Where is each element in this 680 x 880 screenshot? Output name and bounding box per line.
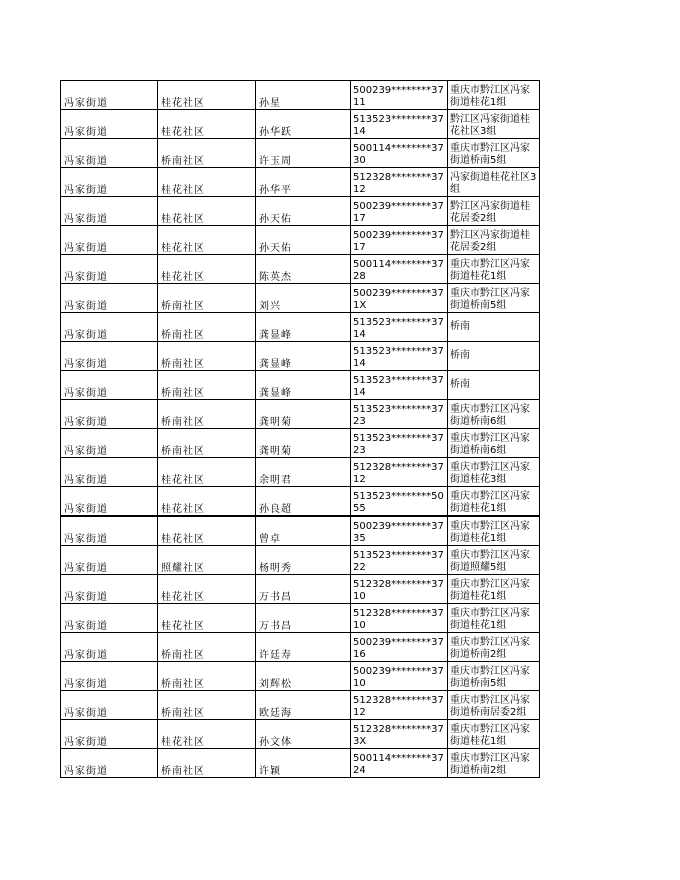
address-cell[interactable]: 重庆市黔江区冯家街道桂花1组	[448, 575, 540, 604]
name-cell[interactable]: 刘辉松	[256, 662, 351, 691]
id-number-cell[interactable]: 512328********3710	[351, 575, 448, 604]
address-cell[interactable]: 桥南	[448, 342, 540, 371]
address-cell[interactable]: 重庆市黔江区冯家街道桂花1组	[448, 516, 540, 546]
street-cell[interactable]: 冯家街道	[61, 749, 158, 778]
community-cell[interactable]: 桂花社区	[158, 168, 256, 197]
table-row	[61, 342, 540, 371]
table-row	[61, 81, 540, 110]
street-cell[interactable]: 冯家街道	[61, 546, 158, 575]
id-number-cell[interactable]: 512328********373X	[351, 720, 448, 749]
community-cell[interactable]: 桥南社区	[158, 284, 256, 313]
community-cell[interactable]: 桂花社区	[158, 720, 256, 749]
name-cell[interactable]: 龚显峰	[256, 313, 351, 342]
table-row	[61, 662, 540, 691]
street-cell[interactable]: 冯家街道	[61, 487, 158, 517]
id-number-cell[interactable]: 500239********3711	[351, 81, 448, 110]
community-cell[interactable]: 桂花社区	[158, 110, 256, 139]
id-number-cell[interactable]: 500239********3735	[351, 516, 448, 546]
id-number-cell[interactable]: 513523********3723	[351, 400, 448, 429]
street-cell[interactable]: 冯家街道	[61, 691, 158, 720]
address-cell[interactable]: 重庆市黔江区冯家街道桂花1组	[448, 487, 540, 517]
table-row	[61, 633, 540, 662]
community-cell[interactable]: 桥南社区	[158, 313, 256, 342]
community-cell[interactable]: 桥南社区	[158, 691, 256, 720]
id-number-cell[interactable]: 513523********3714	[351, 313, 448, 342]
name-cell[interactable]: 龚明菊	[256, 400, 351, 429]
community-cell[interactable]: 桂花社区	[158, 575, 256, 604]
community-cell[interactable]: 桂花社区	[158, 516, 256, 546]
table-row	[61, 400, 540, 429]
id-number-cell[interactable]: 513523********3722	[351, 546, 448, 575]
table-row	[61, 720, 540, 749]
street-cell[interactable]: 冯家街道	[61, 139, 158, 168]
community-cell[interactable]: 桥南社区	[158, 342, 256, 371]
name-cell[interactable]: 刘兴	[256, 284, 351, 313]
table-row	[61, 110, 540, 139]
community-cell[interactable]: 桥南社区	[158, 429, 256, 458]
street-cell[interactable]: 冯家街道	[61, 342, 158, 371]
name-cell[interactable]: 陈英杰	[256, 255, 351, 284]
community-cell[interactable]: 桂花社区	[158, 197, 256, 226]
name-cell[interactable]: 孙华跃	[256, 110, 351, 139]
table-row	[61, 487, 540, 517]
id-number-cell[interactable]: 500114********3724	[351, 749, 448, 778]
table-row	[61, 255, 540, 284]
address-cell[interactable]: 桥南	[448, 313, 540, 342]
records-body	[61, 81, 540, 778]
name-cell[interactable]: 孙华平	[256, 168, 351, 197]
address-cell[interactable]: 重庆市黔江区冯家街道桥南6组	[448, 400, 540, 429]
name-cell[interactable]: 孙文体	[256, 720, 351, 749]
street-cell[interactable]: 冯家街道	[61, 429, 158, 458]
address-cell[interactable]: 重庆市黔江区冯家街道桂花1组	[448, 720, 540, 749]
table-row	[61, 604, 540, 633]
name-cell[interactable]: 万书昌	[256, 604, 351, 633]
name-cell[interactable]: 欧廷海	[256, 691, 351, 720]
address-cell[interactable]: 重庆市黔江区冯家街道桂花1组	[448, 255, 540, 284]
address-cell[interactable]: 重庆市黔江区冯家街道桂花1组	[448, 81, 540, 110]
name-cell[interactable]: 孙天佑	[256, 226, 351, 255]
name-cell[interactable]: 许颖	[256, 749, 351, 778]
id-number-cell[interactable]: 512328********3712	[351, 458, 448, 487]
street-cell[interactable]: 冯家街道	[61, 720, 158, 749]
table-row	[61, 139, 540, 168]
community-cell[interactable]: 桥南社区	[158, 633, 256, 662]
address-cell[interactable]: 冯家街道桂花社区3组	[448, 168, 540, 197]
table-row	[61, 371, 540, 400]
community-cell[interactable]: 桂花社区	[158, 81, 256, 110]
id-number-cell[interactable]: 513523********3723	[351, 429, 448, 458]
community-cell[interactable]: 桂花社区	[158, 458, 256, 487]
id-number-cell[interactable]: 512328********3710	[351, 604, 448, 633]
address-cell[interactable]: 桥南	[448, 371, 540, 400]
table-row	[61, 429, 540, 458]
id-number-cell[interactable]: 500239********3716	[351, 633, 448, 662]
address-cell[interactable]: 重庆市黔江区冯家街道桥南2组	[448, 633, 540, 662]
address-cell[interactable]: 重庆市黔江区冯家街道桥南5组	[448, 662, 540, 691]
table-row	[61, 226, 540, 255]
id-number-cell[interactable]: 500239********371X	[351, 284, 448, 313]
street-cell[interactable]: 冯家街道	[61, 197, 158, 226]
id-number-cell[interactable]: 500114********3728	[351, 255, 448, 284]
name-cell[interactable]: 杨明秀	[256, 546, 351, 575]
community-cell[interactable]: 桥南社区	[158, 749, 256, 778]
name-cell[interactable]: 龚显峰	[256, 371, 351, 400]
name-cell[interactable]: 余明君	[256, 458, 351, 487]
street-cell[interactable]: 冯家街道	[61, 458, 158, 487]
address-cell[interactable]: 重庆市黔江区冯家街道桂花1组	[448, 604, 540, 633]
community-cell[interactable]: 桂花社区	[158, 226, 256, 255]
id-number-cell[interactable]: 500114********3730	[351, 139, 448, 168]
community-cell[interactable]: 桥南社区	[158, 371, 256, 400]
table-row	[61, 575, 540, 604]
table-row	[61, 197, 540, 226]
community-cell[interactable]: 桥南社区	[158, 400, 256, 429]
street-cell[interactable]: 冯家街道	[61, 226, 158, 255]
spreadsheet	[60, 80, 540, 778]
table-row	[61, 458, 540, 487]
address-cell[interactable]: 黔江区冯家街道桂花居委2组	[448, 226, 540, 255]
name-cell[interactable]: 孙星	[256, 81, 351, 110]
street-cell[interactable]: 冯家街道	[61, 313, 158, 342]
id-number-cell[interactable]: 500239********3717	[351, 197, 448, 226]
name-cell[interactable]: 龚明菊	[256, 429, 351, 458]
address-cell[interactable]: 黔江区冯家街道桂花居委2组	[448, 197, 540, 226]
id-number-cell[interactable]: 512328********3712	[351, 691, 448, 720]
id-number-cell[interactable]: 500239********3710	[351, 662, 448, 691]
name-cell[interactable]: 孙良超	[256, 487, 351, 517]
community-cell[interactable]: 桥南社区	[158, 662, 256, 691]
id-number-cell[interactable]: 513523********3714	[351, 342, 448, 371]
street-cell[interactable]: 冯家街道	[61, 662, 158, 691]
table-row	[61, 516, 540, 546]
street-cell[interactable]: 冯家街道	[61, 371, 158, 400]
table-row	[61, 313, 540, 342]
table-row	[61, 284, 540, 313]
address-cell[interactable]: 重庆市黔江区冯家街道桥南5组	[448, 139, 540, 168]
community-cell[interactable]: 照耀社区	[158, 546, 256, 575]
table-row	[61, 168, 540, 197]
name-cell[interactable]: 许廷寿	[256, 633, 351, 662]
street-cell[interactable]: 冯家街道	[61, 81, 158, 110]
street-cell[interactable]: 冯家街道	[61, 255, 158, 284]
street-cell[interactable]: 冯家街道	[61, 168, 158, 197]
address-cell[interactable]: 重庆市黔江区冯家街道照耀5组	[448, 546, 540, 575]
records-table	[60, 80, 540, 778]
community-cell[interactable]: 桥南社区	[158, 139, 256, 168]
id-number-cell[interactable]: 513523********3714	[351, 110, 448, 139]
street-cell[interactable]: 冯家街道	[61, 110, 158, 139]
id-number-cell[interactable]: 513523********3714	[351, 371, 448, 400]
street-cell[interactable]: 冯家街道	[61, 400, 158, 429]
community-cell[interactable]: 桂花社区	[158, 604, 256, 633]
community-cell[interactable]: 桂花社区	[158, 255, 256, 284]
id-number-cell[interactable]: 512328********3712	[351, 168, 448, 197]
id-number-cell[interactable]: 500239********3717	[351, 226, 448, 255]
table-row	[61, 691, 540, 720]
address-cell[interactable]: 重庆市黔江区冯家街道桥南居委2组	[448, 691, 540, 720]
table-row	[61, 749, 540, 778]
street-cell[interactable]: 冯家街道	[61, 604, 158, 633]
address-cell[interactable]: 黔江区冯家街道桂花社区3组	[448, 110, 540, 139]
name-cell[interactable]: 龚显峰	[256, 342, 351, 371]
name-cell[interactable]: 孙天佑	[256, 197, 351, 226]
street-cell[interactable]: 冯家街道	[61, 575, 158, 604]
table-row	[61, 546, 540, 575]
community-cell[interactable]: 桂花社区	[158, 487, 256, 517]
street-cell[interactable]: 冯家街道	[61, 284, 158, 313]
name-cell[interactable]: 万书昌	[256, 575, 351, 604]
name-cell[interactable]: 曾卓	[256, 516, 351, 546]
address-cell[interactable]: 重庆市黔江区冯家街道桥南6组	[448, 429, 540, 458]
id-number-cell[interactable]: 513523********5055	[351, 487, 448, 517]
address-cell[interactable]: 重庆市黔江区冯家街道桥南5组	[448, 284, 540, 313]
street-cell[interactable]: 冯家街道	[61, 516, 158, 546]
address-cell[interactable]: 重庆市黔江区冯家街道桥南2组	[448, 749, 540, 778]
name-cell[interactable]: 许玉周	[256, 139, 351, 168]
address-cell[interactable]: 重庆市黔江区冯家街道桂花3组	[448, 458, 540, 487]
street-cell[interactable]: 冯家街道	[61, 633, 158, 662]
